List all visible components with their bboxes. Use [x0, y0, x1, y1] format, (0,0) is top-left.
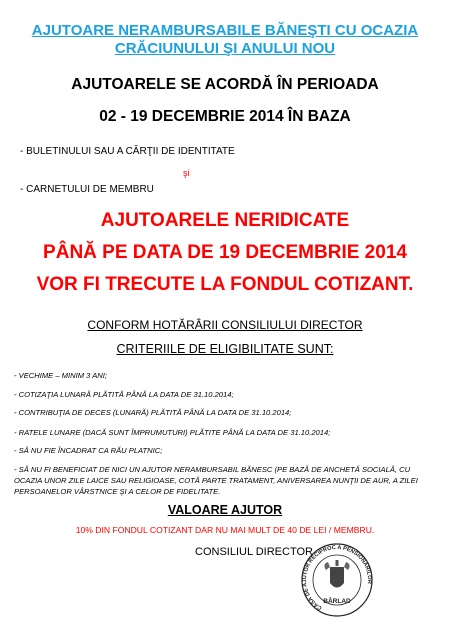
warning-line-1: AJUTOARELE NERIDICATE [100, 210, 350, 231]
criterion-item: - COTIZAŢIA LUNARĂ PLĂTITĂ PÂNĂ LA DATA DE 31.10.2014; [14, 390, 234, 399]
title-line-2: CRĂCIUNULUI ŞI ANULUI NOU [114, 40, 336, 57]
document-conjunction: şi [183, 168, 190, 178]
criterion-item: - VECHIME – MINIM 3 ANI; [14, 371, 107, 380]
value-heading: VALOARE AJUTOR [167, 503, 283, 517]
criterion-item: - CONTRIBUŢIA DE DECES (LUNARĂ) PLĂTITĂ PÂNĂ LA DATA DE 31.10.2014; [14, 408, 292, 417]
coat-of-arms-icon [324, 560, 349, 588]
document-id-card: - BULETINULUI SAU A CĂRŢII DE IDENTITATE [20, 146, 235, 157]
decision-heading: CONFORM HOTĂRÂRII CONSILIULUI DIRECTOR [87, 318, 363, 332]
criterion-item: - SĂ NU FI BENEFICIAT DE NICI UN AJUTOR NERAMBURSABIL BĂNESC (PE BAZĂ DE ANCHETĂ SOCIALĂ, CU OCAZIA UNOR ZILE LAICE SAU RELIGIOASE, COTĂ PARTE TRATAMENT, ANIVERSAREA NUNŢII DE AUR, A ZILEI PERSOANELOR VÂRSTNICE ŞI A CELOR DE FIDELITATE. [14, 465, 418, 496]
criterion-item: - SĂ NU FIE ÎNCADRAT CA RĂU PLATNIC; [14, 446, 163, 455]
official-stamp [300, 540, 374, 618]
period-line-1: AJUTOARELE SE ACORDĂ ÎN PERIOADA [71, 76, 379, 93]
title-line-1: AJUTOARE NERAMBURSABILE BĂNEŞTI CU OCAZIA [31, 22, 419, 39]
signature: CONSILIUL DIRECTOR [195, 546, 313, 558]
document-member-card: - CARNETULUI DE MEMBRU [20, 184, 154, 195]
criterion-item: - RATELE LUNARE (DACĂ SUNT ÎMPRUMUTURI) PLĂTITE PÂNĂ LA DATA DE 31.10.2014; [14, 428, 331, 437]
value-text: 10% DIN FONDUL COTIZANT DAR NU MAI MULT DE 40 DE LEI / MEMBRU. [75, 525, 375, 535]
criteria-heading: CRITERIILE DE ELIGIBILITATE SUNT: [116, 342, 334, 356]
stamp-bottom-text: BÂRLAD [323, 598, 351, 605]
warning-line-2: PÂNĂ PE DATA DE 19 DECEMBRIE 2014 [43, 242, 407, 263]
stamp-ring-text: CASA DE AJUTOR RECIPROC A PENSIONARILOR [301, 544, 373, 611]
period-line-2: 02 - 19 DECEMBRIE 2014 ÎN BAZA [99, 108, 351, 125]
warning-line-3: VOR FI TRECUTE LA FONDUL COTIZANT. [36, 274, 414, 295]
